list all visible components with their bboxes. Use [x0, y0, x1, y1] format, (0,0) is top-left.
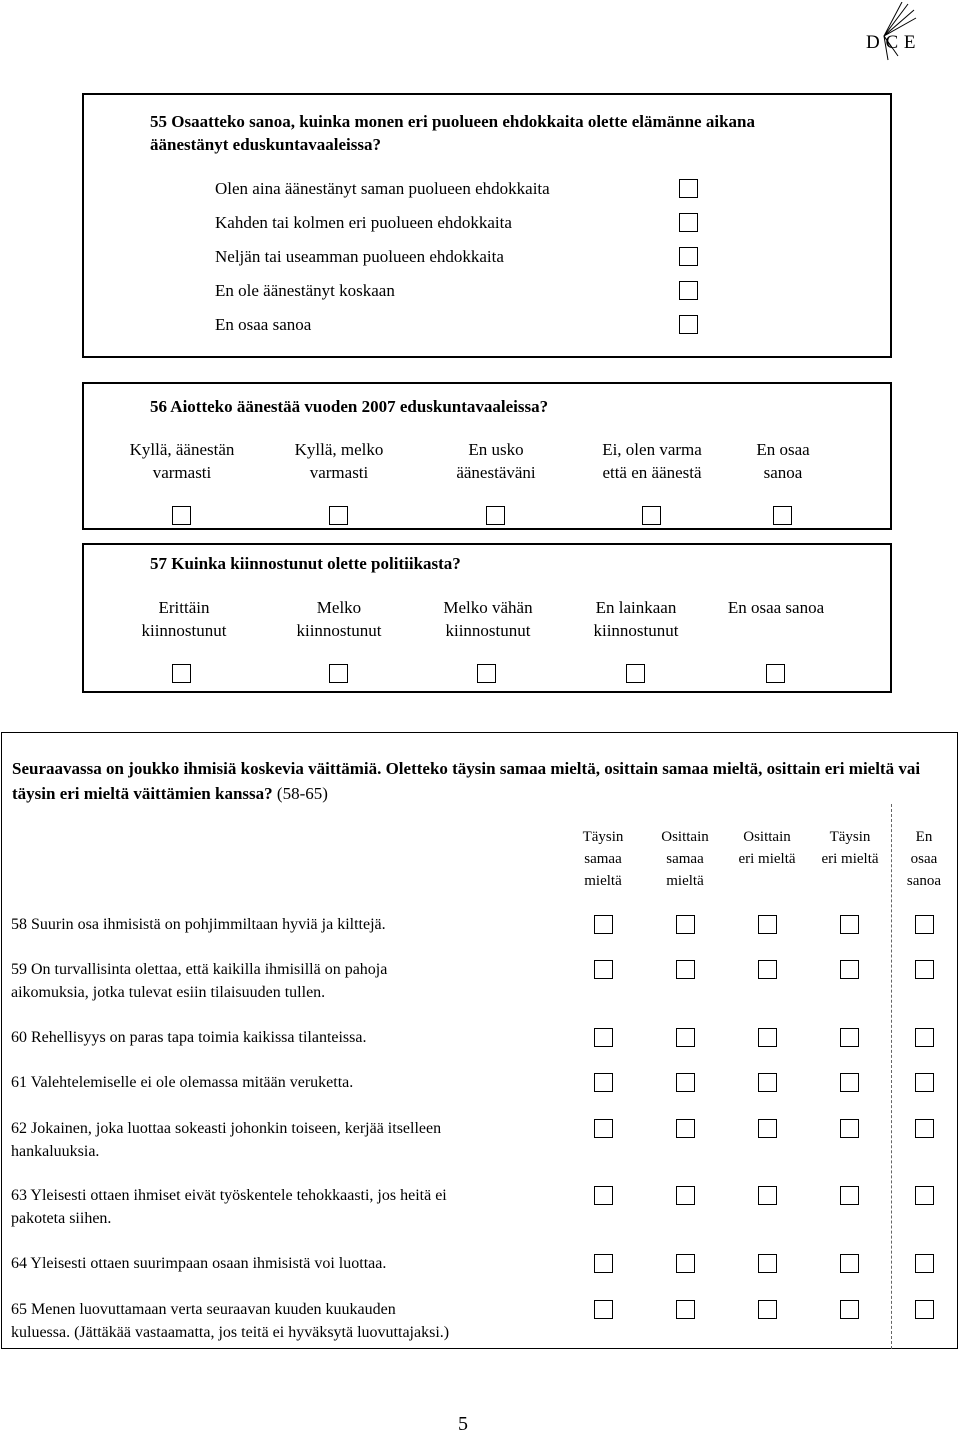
q55-option-2: Kahden tai kolmen eri puolueen ehdokkaita	[215, 213, 512, 232]
scale-header-2: Osittain samaa mieltä	[661, 829, 709, 889]
statements-intro-range: (58-65)	[272, 784, 328, 803]
statement-58-checkbox-3[interactable]	[758, 915, 777, 934]
statement-59: 59 On turvallisinta olettaa, että kaikilla ihmisillä on pahoja aikomuksia, jotka tulevat esiin tilaisuuden tullen.	[11, 961, 388, 1001]
statement-65-checkbox-1[interactable]	[594, 1300, 613, 1319]
statement-61: 61 Valehtelemiselle ei ole olemassa mitään veruketta.	[11, 1074, 354, 1091]
q55-checkbox-5[interactable]	[679, 315, 698, 334]
statement-61-checkbox-3[interactable]	[758, 1073, 777, 1092]
statement-60-checkbox-5[interactable]	[915, 1028, 934, 1047]
statement-63-checkbox-2[interactable]	[676, 1186, 695, 1205]
statement-61-checkbox-5[interactable]	[915, 1073, 934, 1092]
statement-64: 64 Yleisesti ottaen suurimpaan osaan ihmisistä voi luottaa.	[11, 1255, 387, 1272]
statement-62-checkbox-1[interactable]	[594, 1119, 613, 1138]
q55-checkbox-3[interactable]	[679, 247, 698, 266]
q55-option-3: Neljän tai useamman puolueen ehdokkaita	[215, 247, 504, 266]
statement-60-checkbox-2[interactable]	[676, 1028, 695, 1047]
q56-option-label-3: En usko äänestäväni	[456, 440, 536, 482]
statement-65-checkbox-3[interactable]	[758, 1300, 777, 1319]
q57-checkbox-1[interactable]	[172, 664, 191, 683]
q56-checkbox-5[interactable]	[773, 506, 792, 525]
q55-option-4: En ole äänestänyt koskaan	[215, 281, 395, 300]
q57-option-label-4: En lainkaan kiinnostunut	[593, 598, 679, 640]
statement-65: 65 Menen luovuttamaan verta seuraavan kuuden kuukauden kuluessa. (Jättäkää vastaamatta, jos teitä ei hyväksytä luovuttajaksi.)	[11, 1301, 450, 1341]
statement-65-checkbox-4[interactable]	[840, 1300, 859, 1319]
q57-checkbox-5[interactable]	[766, 664, 785, 683]
q56-checkbox-1[interactable]	[172, 506, 191, 525]
scale-header-4: Täysin eri mieltä	[821, 829, 879, 867]
statement-63-checkbox-5[interactable]	[915, 1186, 934, 1205]
statement-58-checkbox-5[interactable]	[915, 915, 934, 934]
q57-option-label-2: Melko kiinnostunut	[296, 598, 382, 640]
statement-64-checkbox-1[interactable]	[594, 1254, 613, 1273]
scale-header-1: Täysin samaa mieltä	[582, 829, 624, 889]
logo-text: D C E	[866, 32, 916, 53]
statement-63-checkbox-4[interactable]	[840, 1186, 859, 1205]
page-number: 5	[458, 1413, 468, 1435]
statement-59-checkbox-5[interactable]	[915, 960, 934, 979]
q55-checkbox-1[interactable]	[679, 179, 698, 198]
statement-64-checkbox-2[interactable]	[676, 1254, 695, 1273]
statement-60-checkbox-3[interactable]	[758, 1028, 777, 1047]
q55-title: 55 Osaatteko sanoa, kuinka monen eri puolueen ehdokkaita olette elämänne aikana äänestänyt eduskuntavaaleissa?	[150, 112, 755, 154]
statements-intro	[12, 756, 942, 806]
scale-header-5: En osaa sanoa	[906, 829, 942, 889]
statement-60-checkbox-1[interactable]	[594, 1028, 613, 1047]
statement-60-checkbox-4[interactable]	[840, 1028, 859, 1047]
statement-65-checkbox-2[interactable]	[676, 1300, 695, 1319]
q56-checkbox-2[interactable]	[329, 506, 348, 525]
q55-option-5: En osaa sanoa	[215, 315, 312, 334]
statement-59-checkbox-4[interactable]	[840, 960, 859, 979]
statement-62-checkbox-5[interactable]	[915, 1119, 934, 1138]
statement-64-checkbox-3[interactable]	[758, 1254, 777, 1273]
statement-61-checkbox-2[interactable]	[676, 1073, 695, 1092]
statement-62-checkbox-3[interactable]	[758, 1119, 777, 1138]
q57-option-label-1: Erittäin kiinnostunut	[141, 598, 227, 640]
q56-title: 56 Aiotteko äänestää vuoden 2007 eduskuntavaaleissa?	[150, 397, 549, 416]
statement-59-checkbox-3[interactable]	[758, 960, 777, 979]
statement-58-checkbox-4[interactable]	[840, 915, 859, 934]
q57-checkbox-2[interactable]	[329, 664, 348, 683]
statement-64-checkbox-5[interactable]	[915, 1254, 934, 1273]
statement-62-checkbox-4[interactable]	[840, 1119, 859, 1138]
q56-checkbox-3[interactable]	[486, 506, 505, 525]
statement-62: 62 Jokainen, joka luottaa sokeasti johonkin toiseen, kerjää itselleen hankaluuksia.	[11, 1120, 442, 1160]
q56-option-label-5: En osaa sanoa	[756, 440, 810, 482]
q56-option-label-2: Kyllä, melko varmasti	[294, 440, 384, 482]
dce-logo	[862, 2, 932, 64]
q57-title: 57 Kuinka kiinnostunut olette politiikasta?	[150, 554, 461, 573]
scale-divider	[891, 804, 892, 1349]
statement-65-checkbox-5[interactable]	[915, 1300, 934, 1319]
statement-63-checkbox-3[interactable]	[758, 1186, 777, 1205]
q57-option-label-5: En osaa sanoa	[727, 598, 825, 617]
statement-64-checkbox-4[interactable]	[840, 1254, 859, 1273]
q57-checkbox-4[interactable]	[626, 664, 645, 683]
q55-option-1: Olen aina äänestänyt saman puolueen ehdokkaita	[215, 179, 550, 198]
q56-option-label-4: Ei, olen varma että en äänestä	[602, 440, 702, 482]
statement-63: 63 Yleisesti ottaen ihmiset eivät työskentele tehokkaasti, jos heitä ei pakoteta siihen.	[11, 1187, 447, 1227]
statement-58-checkbox-2[interactable]	[676, 915, 695, 934]
statement-63-checkbox-1[interactable]	[594, 1186, 613, 1205]
statement-59-checkbox-2[interactable]	[676, 960, 695, 979]
q55-checkbox-2[interactable]	[679, 213, 698, 232]
statement-61-checkbox-4[interactable]	[840, 1073, 859, 1092]
statement-60: 60 Rehellisyys on paras tapa toimia kaikissa tilanteissa.	[11, 1029, 367, 1046]
q55-checkbox-4[interactable]	[679, 281, 698, 300]
q56-checkbox-4[interactable]	[642, 506, 661, 525]
q56-option-label-1: Kyllä, äänestän varmasti	[129, 440, 235, 482]
statement-59-checkbox-1[interactable]	[594, 960, 613, 979]
q57-option-label-3: Melko vähän kiinnostunut	[443, 598, 533, 640]
statement-58: 58 Suurin osa ihmisistä on pohjimmiltaan hyviä ja kilttejä.	[11, 916, 386, 933]
statement-61-checkbox-1[interactable]	[594, 1073, 613, 1092]
statement-58-checkbox-1[interactable]	[594, 915, 613, 934]
q57-checkbox-3[interactable]	[477, 664, 496, 683]
scale-header-3: Osittain eri mieltä	[738, 829, 796, 867]
statements-intro-text: Seuraavassa on joukko ihmisiä koskevia väittämiä. Oletteko täysin samaa mieltä, osittain samaa mieltä, osittain eri mieltä vai täysin eri mieltä väittämien kanssa?	[12, 759, 921, 803]
statement-62-checkbox-2[interactable]	[676, 1119, 695, 1138]
